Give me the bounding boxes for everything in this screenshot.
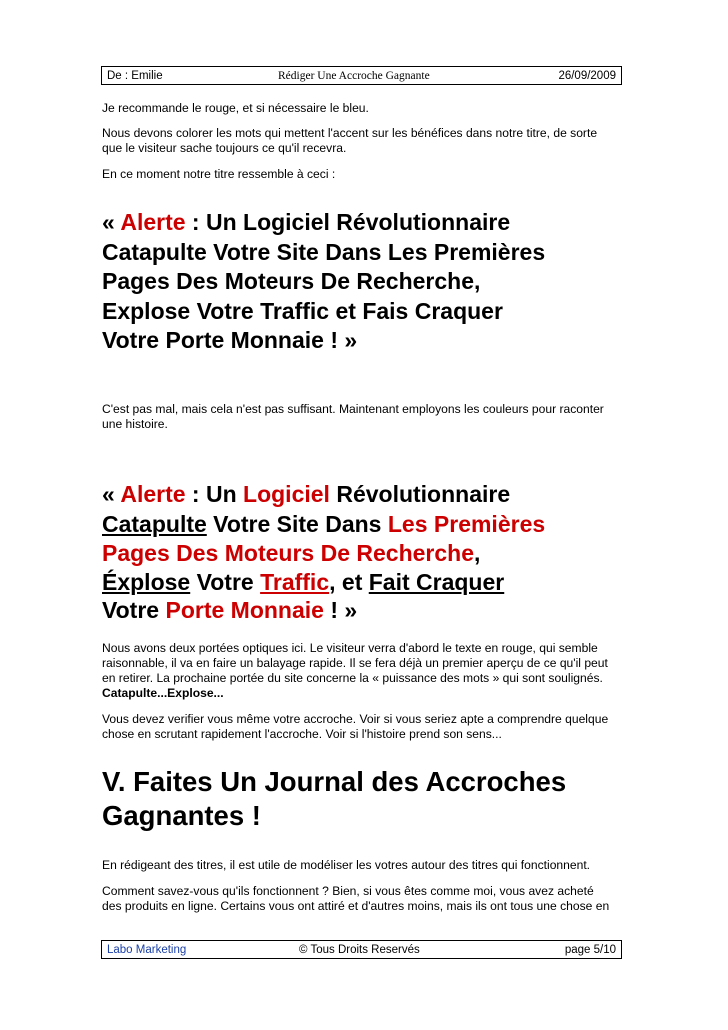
headline-1-line-1 — [102, 208, 510, 238]
body-paragraph-1-line-3: en retirer. La prochaine portée du site concerne la « puissance des mots » qui sont soulignés. — [102, 671, 603, 685]
header-title: Rédiger Une Accroche Gagnante — [278, 70, 430, 82]
intro-paragraph-3: En ce moment notre titre ressemble à ceci : — [102, 167, 336, 181]
highlight-red: Alerte — [120, 209, 186, 235]
power-word-underlined: Fait Craquer — [368, 569, 505, 595]
intro-paragraph-2-line-1: Nous devons colorer les mots qui mettent l'accent sur les bénéfices dans notre titre, de sorte — [102, 126, 598, 140]
headline-1-line-5: Votre Porte Monnaie ! » — [102, 327, 358, 353]
headline-text: ! » — [323, 597, 358, 623]
headline-2-line-2 — [102, 510, 545, 540]
header-date: 26/09/2009 — [558, 70, 616, 82]
mid-paragraph-line-2: une histoire. — [102, 417, 168, 431]
headline-text: Votre — [190, 569, 261, 595]
power-word-underlined: Éxplose — [102, 569, 191, 595]
page-footer — [101, 940, 622, 959]
intro-paragraph-1: Je recommande le rouge, et si nécessaire le bleu. — [102, 101, 369, 115]
footer-page-number: page 5/10 — [564, 944, 616, 956]
body-paragraph-1-line-2: raisonnable, il va en faire un balayage rapide. Il se fera déjà un premier aperçu de ce qu'il peut — [102, 656, 608, 670]
body-paragraph-2-line-1: Vous devez verifier vous même votre accroche. Voir si vous seriez apte a comprendre quelque — [102, 712, 609, 726]
footer-site-link[interactable]: Labo Marketing — [107, 944, 187, 956]
highlight-red: Pages Des Moteurs De Recherche — [102, 540, 474, 566]
headline-1-line-2: Catapulte Votre Site Dans Les Premières — [102, 239, 546, 265]
headline-1-line-3: Pages Des Moteurs De Recherche, — [102, 268, 481, 294]
headline-2-line-5 — [102, 596, 357, 626]
headline-text: , — [474, 540, 481, 566]
mid-paragraph-line-1: C'est pas mal, mais cela n'est pas suffisant. Maintenant employons les couleurs pour raconter — [102, 402, 604, 416]
section-heading-line-1: V. Faites Un Journal des Accroches — [102, 766, 567, 797]
page-header — [101, 66, 622, 85]
highlight-red: Les Premières — [387, 511, 546, 537]
highlight-red: Porte Monnaie — [165, 597, 324, 623]
headline-text: , et — [329, 569, 369, 595]
highlight-red: Logiciel — [243, 481, 330, 507]
headline-text: : Un Logiciel Révolutionnaire — [185, 209, 511, 235]
section-heading-line-2: Gagnantes ! — [102, 800, 261, 831]
tail-paragraph-2-line-2: des produits en ligne. Certains vous ont attiré et d'autres moins, mais ils ont tous une chose en — [102, 899, 610, 913]
headline-text: : Un — [185, 481, 244, 507]
footer-copyright: © Tous Droits Reservés — [299, 944, 420, 956]
highlight-red: Alerte — [120, 481, 186, 507]
headline-2-line-1 — [102, 480, 510, 510]
headline-text: Votre — [102, 597, 166, 623]
body-paragraph-2-line-2: chose en scrutant rapidement l'accroche. Voir si l'histoire prend son sens... — [102, 727, 502, 741]
tail-paragraph-1: En rédigeant des titres, il est utile de modéliser les votres autour des titres qui fonctionnent. — [102, 858, 591, 872]
quote-open: « — [102, 209, 121, 235]
intro-paragraph-2-line-2: que le visiteur sache toujours ce qu'il recevra. — [102, 141, 347, 155]
header-author: De : Emilie — [107, 70, 163, 82]
headline-1-line-4: Explose Votre Traffic et Fais Craquer — [102, 298, 503, 324]
body-paragraph-1-line-4: Catapulte...Explose... — [102, 686, 224, 700]
headline-2-line-4 — [102, 568, 504, 598]
highlight-red-underlined: Traffic — [260, 569, 330, 595]
tail-paragraph-2-line-1: Comment savez-vous qu'ils fonctionnent ? Bien, si vous êtes comme moi, vous avez acheté — [102, 884, 594, 898]
quote-open: « — [102, 481, 121, 507]
headline-text: Votre Site Dans — [206, 511, 388, 537]
power-word-underlined: Catapulte — [102, 511, 207, 537]
headline-text: Révolutionnaire — [329, 481, 511, 507]
body-paragraph-1-line-1: Nous avons deux portées optiques ici. Le visiteur verra d'abord le texte en rouge, qui semble — [102, 641, 598, 655]
headline-2-line-3 — [102, 539, 480, 569]
